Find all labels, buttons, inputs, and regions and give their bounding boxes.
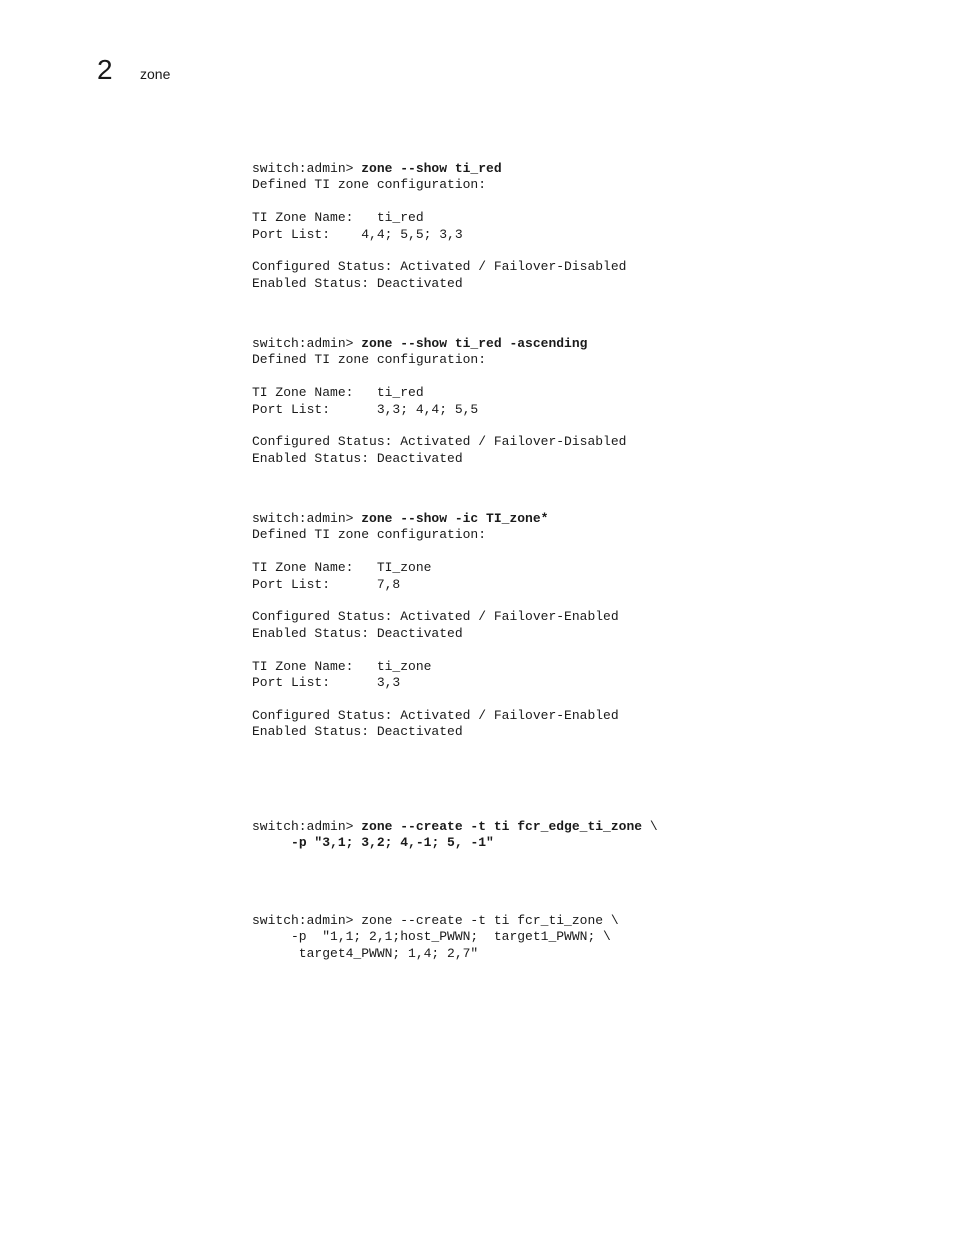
prompt: switch:admin> <box>252 913 362 928</box>
chapter-number: 2 <box>97 54 113 85</box>
command-suffix: \ <box>642 819 658 834</box>
prompt: switch:admin> <box>252 161 362 176</box>
command-suffix: zone --create -t ti fcr_ti_zone \ <box>361 913 619 928</box>
code-example-show-ascending <box>252 336 626 467</box>
command-output: Defined TI zone configuration: TI Zone Name: ti_red Port List: 4,4; 5,5; 3,3 Configured Status: Activated / Failover-Disabled Enabled Status: Deactivated <box>252 177 627 291</box>
command: zone --show ti_red -ascending <box>361 336 588 351</box>
code-example-create-fcr-edge <box>252 819 658 852</box>
command: zone --show -ic TI_zone* <box>361 511 549 526</box>
command: zone --show ti_red <box>361 161 502 176</box>
chapter-title: zone <box>140 66 171 82</box>
prompt: switch:admin> <box>252 511 362 526</box>
command-output: Defined TI zone configuration: TI Zone Name: ti_red Port List: 3,3; 4,4; 5,5 Configured Status: Activated / Failover-Disabled Enabled Status: Deactivated <box>252 352 627 466</box>
code-example-show-ic <box>252 511 619 741</box>
command-output: -p "1,1; 2,1;host_PWWN; target1_PWWN; \ target4_PWWN; 1,4; 2,7" <box>291 929 611 961</box>
command-continuation: -p "3,1; 3,2; 4,-1; 5, -1" <box>291 835 494 851</box>
code-example-create-fcr-ti <box>252 913 619 962</box>
prompt: switch:admin> <box>252 819 362 834</box>
command: zone --create -t ti fcr_edge_ti_zone <box>361 819 643 834</box>
code-example-show-ti-red <box>252 161 626 292</box>
command-output: Defined TI zone configuration: TI Zone Name: TI_zone Port List: 7,8 Configured Status: Activated / Failover-Enabled Enabled Status: Deactivated TI Zone Name: ti_zone Port List: 3,3 Configured Status: Activated / Failover-Enabled Enabled Status: Deactivated <box>252 527 619 740</box>
prompt: switch:admin> <box>252 336 362 351</box>
